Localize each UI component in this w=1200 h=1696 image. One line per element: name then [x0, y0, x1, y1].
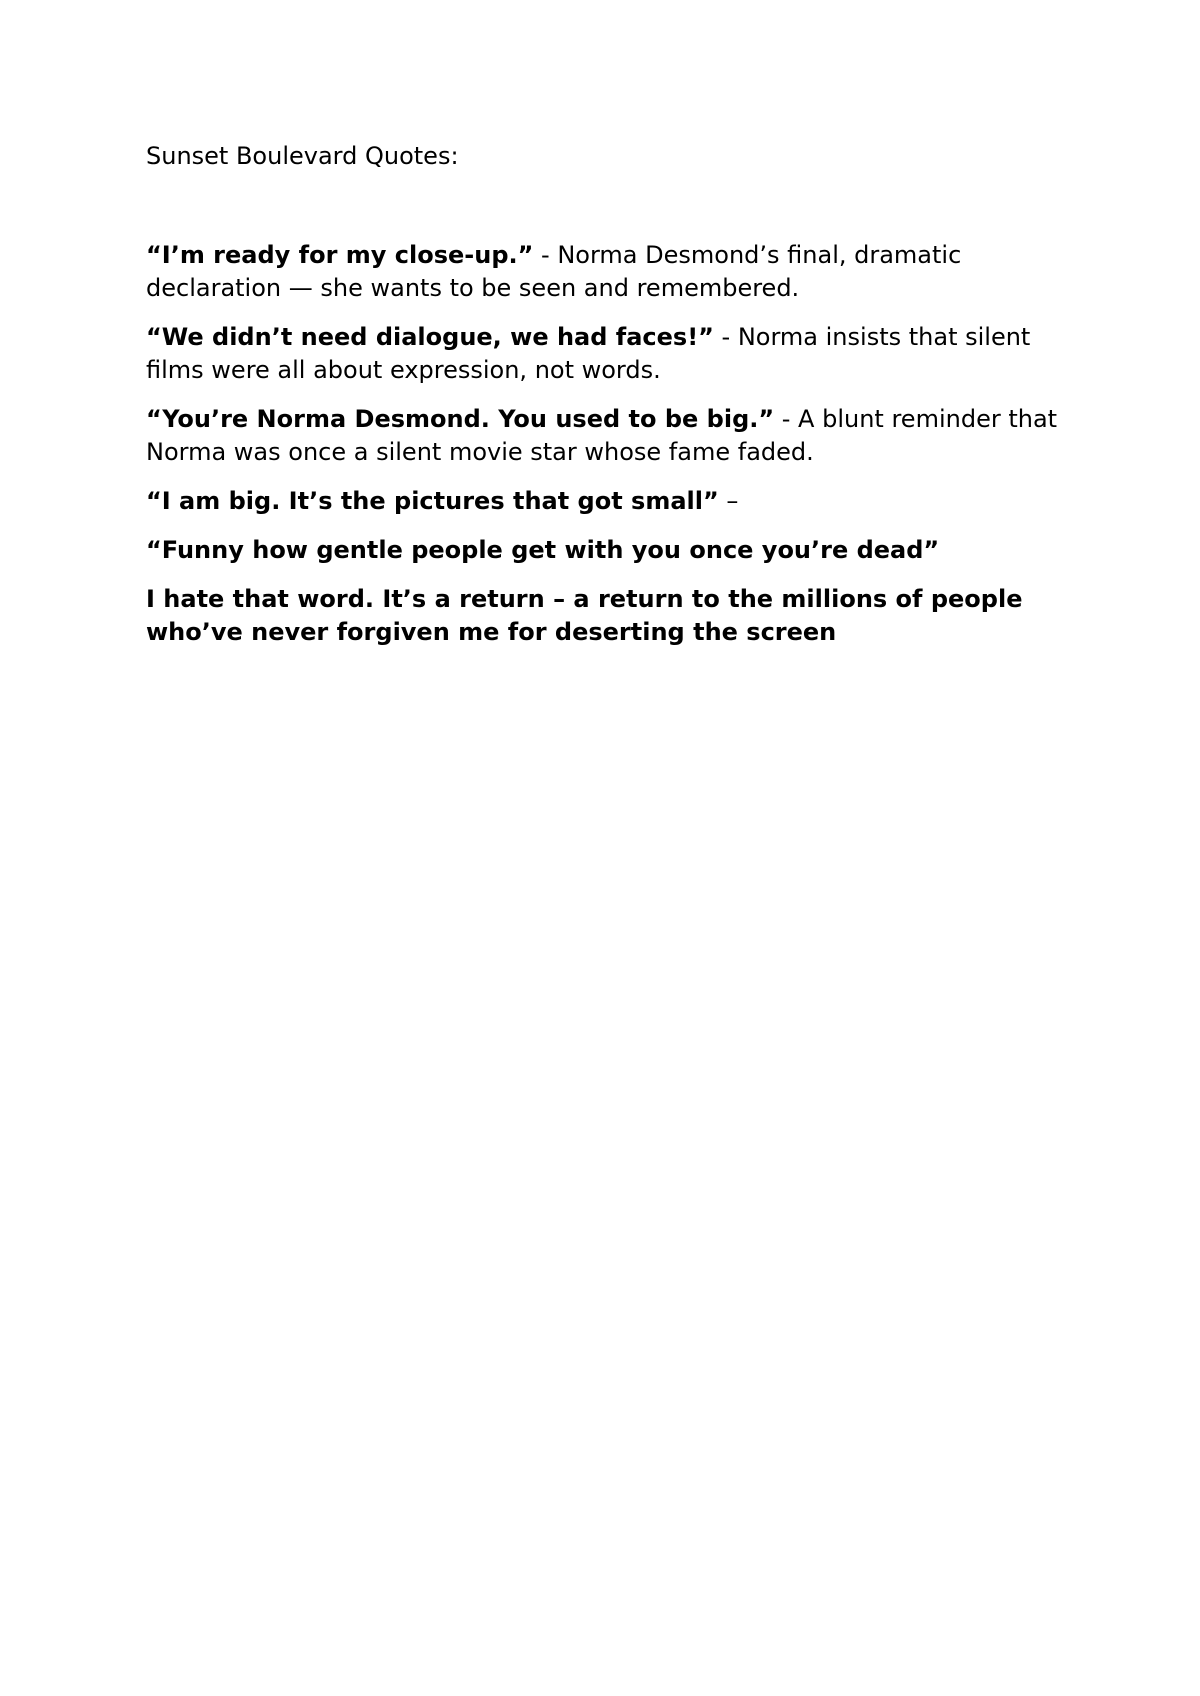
quote-note: - Norma Desmond’s final, dramatic declaration — she wants to be seen and remembered.	[146, 241, 962, 302]
quote-text: “You’re Norma Desmond. You used to be big.”	[146, 405, 775, 433]
document-body	[146, 140, 1066, 665]
quote-paragraph	[146, 534, 1066, 567]
quote-paragraph	[146, 485, 1066, 518]
quote-text: “I’m ready for my close-up.”	[146, 241, 534, 269]
quote-note: - A blunt reminder that Norma was once a silent movie star whose fame faded.	[146, 405, 1058, 466]
quote-text: “Funny how gentle people get with you once you’re dead”	[146, 536, 940, 564]
quote-paragraph	[146, 321, 1066, 387]
quote-note: –	[718, 487, 739, 515]
quote-text: “We didn’t need dialogue, we had faces!”	[146, 323, 714, 351]
quote-note: - Norma insists that silent films were all about expression, not words.	[146, 323, 1031, 384]
quote-paragraph	[146, 239, 1066, 305]
quote-text: “I am big. It’s the pictures that got small”	[146, 487, 719, 515]
document-title: Sunset Boulevard Quotes:	[146, 142, 459, 170]
quote-paragraph	[146, 583, 1066, 649]
quote-paragraph	[146, 403, 1066, 469]
quote-text: I hate that word. It’s a return – a return to the millions of people who’ve never forgiven me for deserting the screen	[146, 585, 1023, 646]
